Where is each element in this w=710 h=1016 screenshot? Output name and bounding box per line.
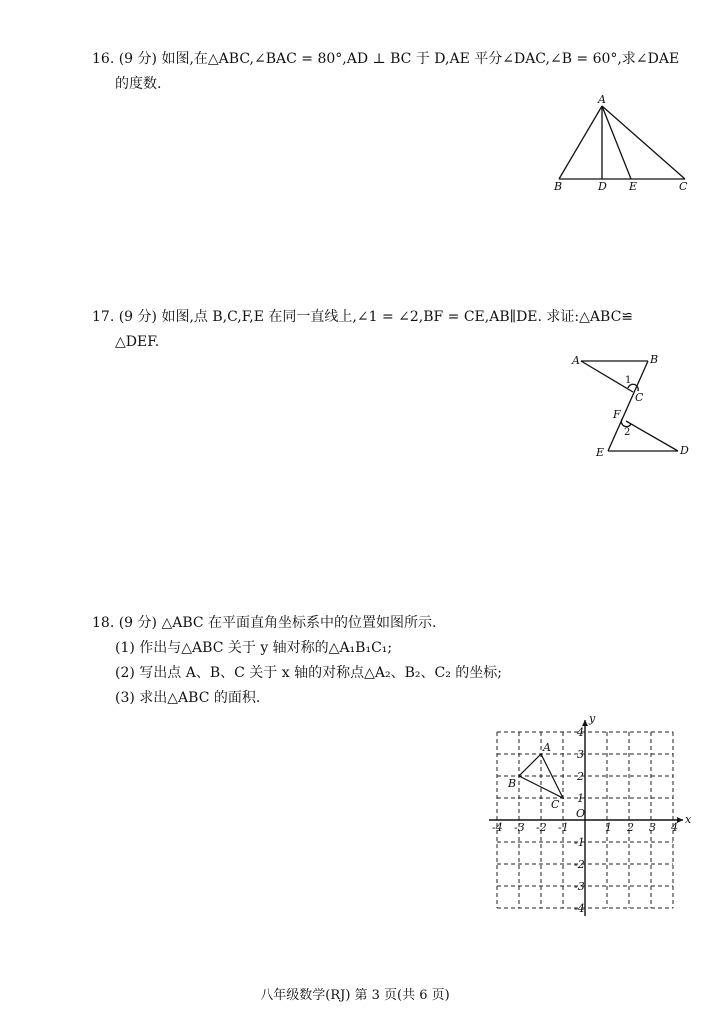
- q18-part-2: (2) 写出点 A、B、C 关于 x 轴的对称点△A₂、B₂、C₂ 的坐标;: [115, 665, 502, 681]
- label-d: D: [598, 180, 607, 193]
- x-tick-label: 1: [605, 821, 612, 834]
- x-tick-label: 2: [627, 821, 634, 834]
- origin-label: O: [576, 807, 586, 820]
- x-axis-label: x: [685, 813, 692, 826]
- q18-coordinate-grid-figure: [482, 704, 694, 918]
- q17-stem-line-1: 17. (9 分) 如图,点 B,C,F,E 在同一直线上,∠1 = ∠2,BF = CE,AB∥DE. 求证:△ABC≌: [92, 309, 634, 325]
- q17-congruent-triangles-figure: [566, 350, 696, 465]
- page-footer: 八年级数学(RJ) 第 3 页(共 6 页): [260, 988, 450, 1003]
- segment-ac: [602, 106, 685, 179]
- q16-triangle-figure: [548, 92, 698, 196]
- y-tick-label: -1: [574, 836, 585, 849]
- y-tick-label: -2: [574, 858, 585, 871]
- y-tick-label: 4: [577, 726, 584, 739]
- x-tick-label: -1: [558, 821, 569, 834]
- y-tick-label: 3: [577, 748, 584, 761]
- x-tick-label: 4: [671, 821, 678, 834]
- label-e: E: [629, 180, 638, 193]
- x-tick-label: -3: [514, 821, 525, 834]
- segment-fd: [626, 421, 678, 451]
- point-a-label: A: [543, 741, 551, 754]
- label-angle-2: 2: [624, 427, 631, 438]
- q16-stem-line-1: 16. (9 分) 如图,在△ABC,∠BAC = 80°,AD ⊥ BC 于 D,AE 平分∠DAC,∠B = 60°,求∠DAE: [92, 51, 680, 67]
- label-a: A: [598, 93, 606, 106]
- q18-part-3: (3) 求出△ABC 的面积.: [115, 690, 261, 706]
- label-d: D: [680, 444, 689, 457]
- y-tick-label: -4: [574, 902, 585, 915]
- segment-ae: [602, 106, 631, 179]
- label-f: F: [613, 408, 621, 421]
- y-tick-label: 2: [577, 770, 584, 783]
- x-tick-label: -2: [536, 821, 547, 834]
- q17-stem-line-2: △DEF.: [115, 334, 160, 350]
- point-b-label: B: [508, 777, 517, 790]
- label-a: A: [572, 354, 580, 367]
- x-tick-label: 3: [649, 821, 656, 834]
- x-tick-label: -4: [492, 821, 503, 834]
- y-tick-label: -3: [574, 880, 585, 893]
- label-c: C: [635, 391, 644, 404]
- label-c: C: [679, 180, 688, 193]
- segment-ab: [559, 106, 602, 179]
- y-axis-label: y: [589, 712, 596, 725]
- label-angle-1: 1: [625, 375, 632, 386]
- label-b: B: [554, 180, 563, 193]
- point-c-label: C: [551, 798, 560, 811]
- y-tick-label: 1: [577, 792, 584, 805]
- label-b: B: [650, 353, 659, 366]
- label-e: E: [596, 446, 605, 459]
- q18-part-1: (1) 作出与△ABC 关于 y 轴对称的△A₁B₁C₁;: [115, 640, 393, 656]
- q16-stem-line-2: 的度数.: [115, 76, 162, 92]
- axes: [489, 720, 683, 916]
- q18-stem-line-1: 18. (9 分) △ABC 在平面直角坐标系中的位置如图所示.: [92, 615, 437, 631]
